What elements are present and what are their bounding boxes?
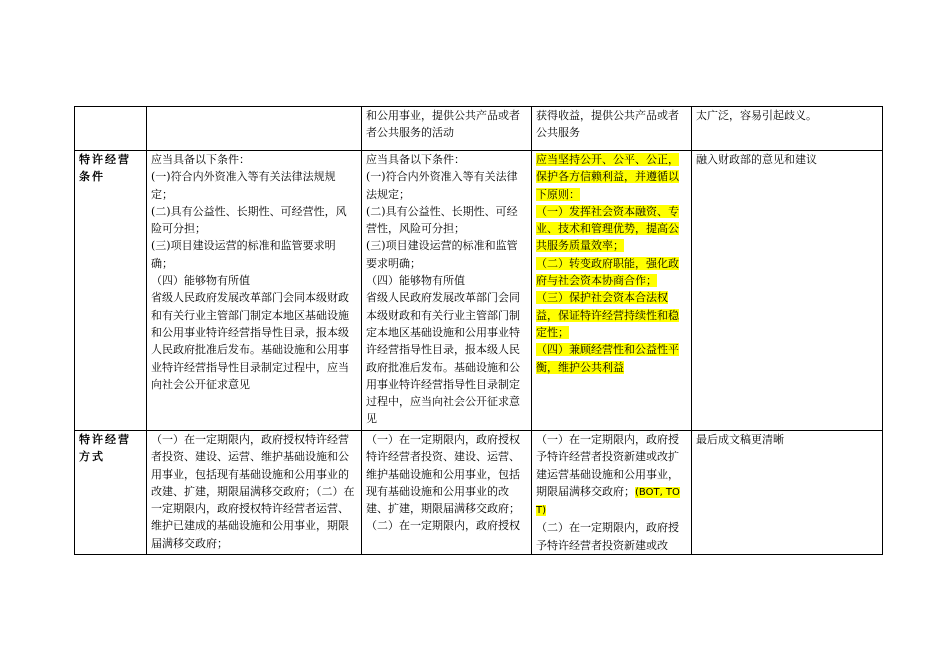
text-line: 应当具备以下条件：	[366, 153, 465, 166]
text-line: 应当具备以下条件：	[151, 153, 250, 166]
cell-col3-methods: （一）在一定期限内，政府授权特许经营者投资、建设、运营、维护基础设施和公用事业，包括现有基础设施和公用事业的改建、扩建，期限届满移交政府；（二）在一定期限内，政府授权	[362, 431, 532, 555]
highlight-span: （一）发挥社会资本融资、专业、技术和管理优势，提高公共服务质量效率；	[536, 204, 679, 253]
bot-tot-highlight: (BOT, TOT)	[536, 486, 680, 517]
row-label-conditions: 特许经营条件	[75, 151, 147, 431]
text-line: (一)符合内外资准入等有关法律法规定；	[366, 170, 518, 201]
text-line: (三)项目建设运营的标准和监管要求明确；	[151, 239, 336, 270]
cell-col2-conditions	[147, 151, 362, 431]
text-line: 者公共服务的活动	[366, 126, 454, 140]
table-row-methods	[75, 431, 883, 555]
highlight-span: 应当坚持公开、公平、公正，保护各方信赖利益，并遵循以下原则：	[536, 153, 679, 201]
text-segment: （一）在一定期限内，政府授予特许经营者投资新建或改扩建运营基础设施和公用事业，期限届满移交政府；	[536, 433, 679, 498]
cell-col3-continued	[362, 107, 532, 151]
highlighted-text	[536, 341, 687, 376]
text-line: 公共服务	[536, 126, 580, 140]
highlighted-text	[536, 255, 687, 290]
text-line: 和公用事业，提供公共产品或者	[366, 109, 520, 122]
text-line: （四）能够物有所值	[366, 274, 465, 288]
highlight-span: （三）保护社会资本合法权益，保证特许经营持续性和稳定性；	[536, 291, 679, 339]
highlighted-text	[536, 289, 687, 341]
highlight-span: （二）转变政府职能，强化政府与社会资本协商合作；	[536, 256, 679, 288]
highlighted-text	[536, 203, 687, 255]
table-row-continued	[75, 107, 883, 151]
text-segment: （二）在一定期限内，政府授予特许经营者投资新建或改	[536, 521, 679, 552]
comparison-table	[74, 106, 883, 555]
row-label-methods: 特许经营方式	[75, 431, 147, 555]
text-line: (一)符合内外资准入等有关法律法规规定；	[151, 170, 336, 201]
text-line: (三)项目建设运营的标准和监管要求明确；	[366, 239, 518, 270]
highlighted-text	[536, 151, 687, 203]
text-line: 省级人民政府发展改革部门会同本级财政和有关行业主管部门制定本地区基础设施和公用事业特许经营指导性目录，报本级人民政府批准后发布。基础设施和公用事业特许经营指导性目录制定过程中，应当向社会公开征求意见	[366, 291, 520, 426]
cell-col2-empty	[147, 107, 362, 151]
cell-col4-methods	[532, 431, 692, 555]
cell-label-empty	[75, 107, 147, 151]
cell-comment: 最后成文稿更清晰	[692, 431, 883, 555]
cell-col3-conditions	[362, 151, 532, 431]
cell-col2-methods: （一）在一定期限内，政府授权特许经营者投资、建设、运营、维护基础设施和公用事业，包括现有基础设施和公用事业的改建、扩建，期限届满移交政府；（二）在一定期限内，政府授权特许经营者运营、维护已建成的基础设施和公用事业，期限届满移交政府；	[147, 431, 362, 555]
text-line: 省级人民政府发展改革部门会同本级财政和有关行业主管部门制定本地区基础设施和公用事业特许经营指导性目录，报本级人民政府批准后发布。基础设施和公用事业特许经营指导性目录制定过程中，应当向社会公开征求意见	[151, 291, 349, 391]
text-line: (二)具有公益性、长期性、可经营性，风险可分担；	[151, 204, 347, 236]
text-line: （四）能够物有所值	[151, 274, 250, 288]
cell-col4-continued	[532, 107, 692, 151]
cell-comment: 融入财政部的意见和建议	[692, 151, 883, 431]
cell-comment: 太广泛，容易引起歧义。	[692, 107, 883, 151]
text-line: (二)具有公益性、长期性、可经营性，风险可分担；	[366, 204, 518, 236]
text-line: 获得收益，提供公共产品或者	[536, 109, 679, 122]
cell-col4-principles	[532, 151, 692, 431]
highlight-span: （四）兼顾经营性和公益性平衡，维护公共利益	[536, 343, 679, 374]
table-row-conditions	[75, 151, 883, 431]
